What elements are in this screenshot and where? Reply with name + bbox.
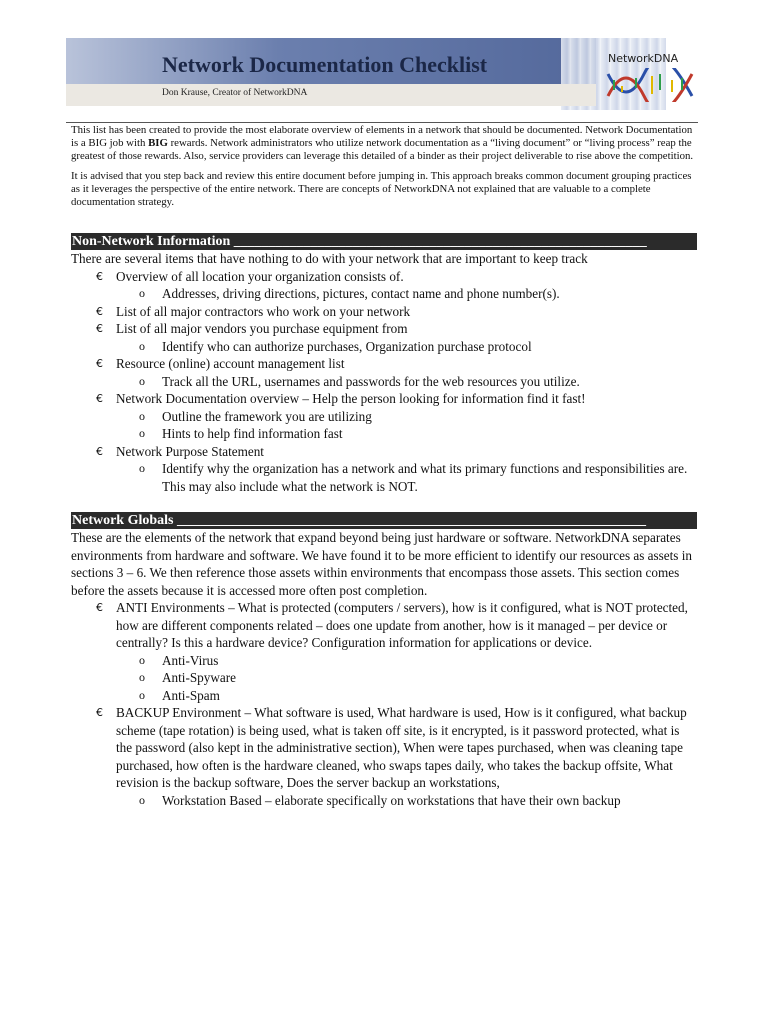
list-item — [71, 268, 697, 303]
sub-item — [71, 408, 697, 426]
sub-item-text: Outline the framework you are utilizing — [162, 408, 372, 424]
sub-item — [71, 373, 697, 391]
sub-bullet-icon: o — [139, 338, 145, 353]
intro-text-a: This list has been created to provide the most elaborate overview of elements in a network that should be documented. Network Documentation is a BIG job with — [71, 124, 693, 150]
sub-item-text: Track all the URL, usernames and passwords for the web resources you utilize. — [162, 373, 580, 389]
header-rule — [66, 122, 698, 123]
sub-item-text: Addresses, driving directions, pictures, contact name and phone number(s). — [162, 286, 560, 302]
sub-bullet-icon: o — [139, 670, 145, 685]
logo-text: NetworkDNA — [608, 52, 679, 65]
bullet-icon: € — [96, 322, 103, 336]
sub-item-text: Workstation Based – elaborate specifically on workstations that have their own backup — [162, 792, 621, 808]
sub-item — [71, 792, 697, 810]
sub-item-text: Identify who can authorize purchases, Organization purchase protocol — [162, 338, 532, 354]
bullet-icon: € — [96, 304, 103, 318]
document-body — [71, 124, 697, 809]
item-text: Overview of all location your organization consists of. — [116, 268, 404, 284]
sub-item-text: Hints to help find information fast — [162, 426, 343, 442]
checklist — [71, 599, 697, 809]
list-item — [71, 320, 697, 355]
bullet-icon: € — [96, 444, 103, 458]
bullet-icon: € — [96, 357, 103, 371]
sub-item-text: Identify why the organization has a network and what its primary functions and responsibilities are. This may also include what the network is NOT. — [162, 461, 688, 494]
sub-item — [71, 669, 697, 687]
section-heading-network-globals: Network Globals ___________________________________________________________________ — [71, 512, 697, 529]
sub-item — [71, 460, 697, 495]
dna-helix-icon — [606, 68, 694, 102]
item-text: Resource (online) account management list — [116, 356, 345, 372]
list-item — [71, 599, 697, 704]
intro-bold-big: BIG — [148, 137, 168, 150]
sub-item-text: Anti-Virus — [162, 652, 219, 668]
list-item — [71, 704, 697, 809]
sub-item-text: Anti-Spam — [162, 687, 220, 703]
bullet-icon: € — [96, 601, 103, 615]
section-description: There are several items that have nothing to do with your network that are important to keep track — [71, 251, 588, 267]
item-text: BACKUP Environment – What software is used, What hardware is used, How is it configured, what backup scheme (tape rotation) is being used, what is taken off site, is it encrypted, is it password protected, what is the password (also kept in the administrative section), When were tapes purchased, when was cleaning tape purchased, how often is the hardware cleaned, who swaps tapes daily, who takes the backup offsite, What revision is the backup software, Does the server backup an workstations, — [116, 705, 687, 791]
sub-bullet-icon: o — [139, 687, 145, 702]
list-item — [71, 443, 697, 496]
list-item — [71, 390, 697, 443]
item-text: Network Documentation overview – Help the person looking for information find it fast! — [116, 391, 586, 407]
sub-bullet-icon: o — [139, 652, 145, 667]
bullet-icon: € — [96, 706, 103, 720]
sub-item — [71, 425, 697, 443]
bullet-icon: € — [96, 392, 103, 406]
list-item — [71, 355, 697, 390]
header — [66, 38, 698, 110]
author-line: Don Krause, Creator of NetworkDNA — [162, 88, 308, 98]
item-text: Network Purpose Statement — [116, 443, 264, 459]
sub-item-text: Anti-Spyware — [162, 670, 236, 686]
sub-bullet-icon: o — [139, 426, 145, 441]
sub-item — [71, 687, 697, 705]
intro-paragraph-1 — [71, 124, 697, 164]
section-description: These are the elements of the network that expand beyond being just hardware or software. NetworkDNA separates environments from hardware and software. We have found it to be more efficient to identify our resources as assets in sections 3 – 6. We then reference those assets within environments that encompass those assets. This section comes before the assets because it is accessed more often post completion. — [71, 530, 692, 598]
intro-paragraph-2: It is advised that you step back and review this entire document before jumping in. This approach breaks common document grouping practices as it leverages the perspective of the entire network. There are concepts of NetworkDNA not explained that are valuable to a complete documentation strategy. — [71, 169, 692, 209]
item-text: List of all major contractors who work on your network — [116, 303, 411, 319]
sub-bullet-icon: o — [139, 373, 145, 388]
sub-bullet-icon: o — [139, 461, 145, 476]
intro — [71, 124, 697, 209]
item-text: List of all major vendors you purchase equipment from — [116, 321, 408, 337]
author-bar — [66, 84, 596, 106]
sub-item — [71, 338, 697, 356]
sub-bullet-icon: o — [139, 286, 145, 301]
list-item — [71, 303, 697, 321]
sub-bullet-icon: o — [139, 408, 145, 423]
intro-text-b: rewards. Network administrators who utilize network documentation as a “living document” or “living process” reap the greatest of those rewards. Also, service providers can leverage this detailed of a binder as their project deliverable to rise above the competition. — [71, 137, 694, 163]
sub-bullet-icon: o — [139, 792, 145, 807]
item-text: ANTI Environments – What is protected (computers / servers), how is it configured, what is NOT protected, how are different components related – does one update from another, how is it managed – per device or centrally? Is this a hardware device? Configuration information for applications or device. — [116, 600, 688, 651]
checklist — [71, 268, 697, 496]
bullet-icon: € — [96, 269, 103, 283]
sub-item — [71, 652, 697, 670]
page-title: Network Documentation Checklist — [162, 52, 488, 77]
section-heading-non-network: Non-Network Information ___________________________________________________________ — [71, 233, 697, 250]
sub-item — [71, 285, 697, 303]
